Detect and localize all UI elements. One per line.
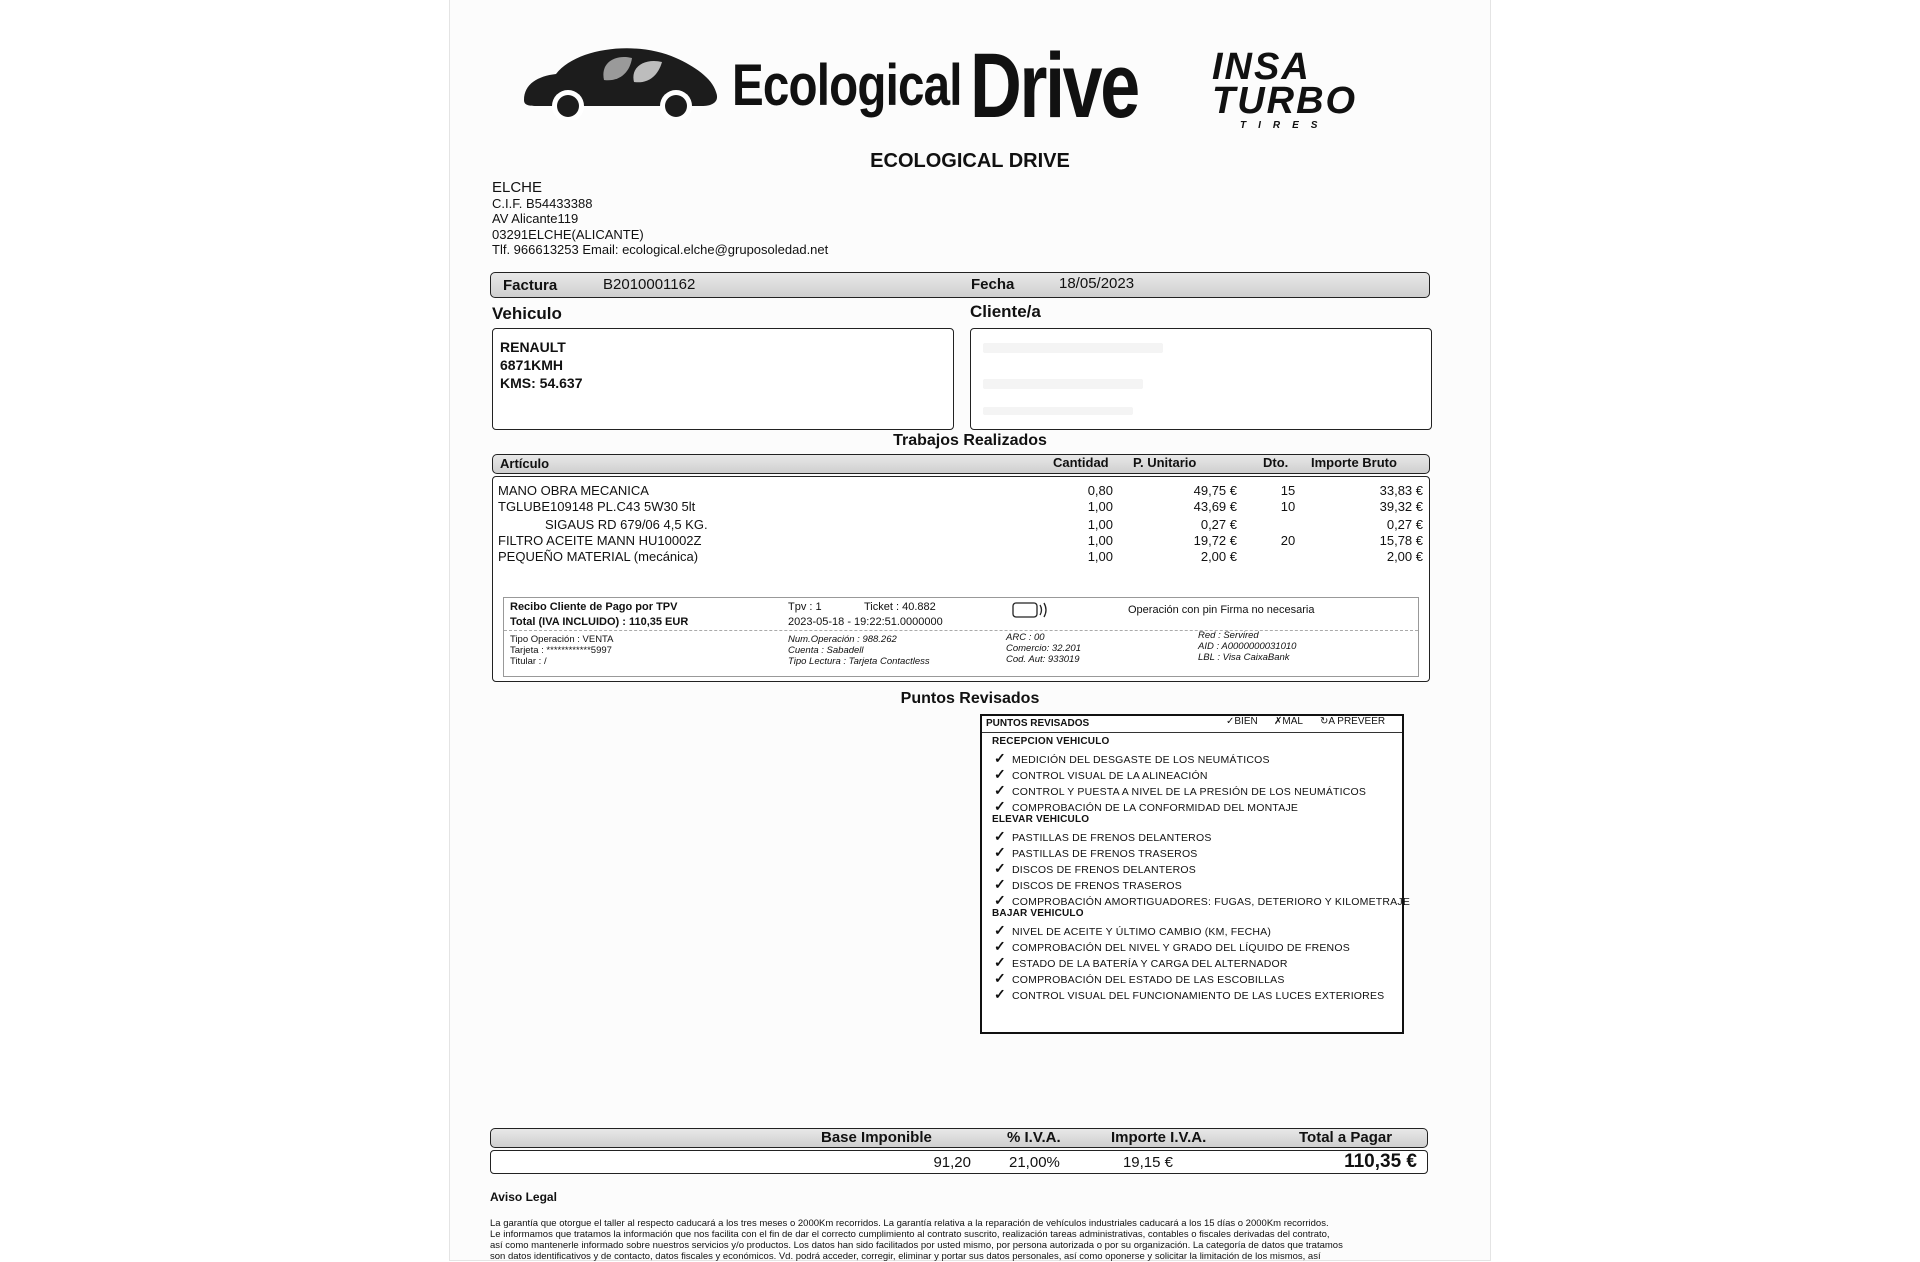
- table-row: [493, 533, 1429, 549]
- item-description: MANO OBRA MECANICA: [498, 483, 649, 498]
- tpv-number: Tpv : 1: [788, 601, 822, 613]
- insa-turbo-logo: INSA TURBO: [1212, 46, 1358, 122]
- tpv-col-3: ARC : 00 Comercio: 32.201 Cod. Aut: 933019: [1006, 632, 1081, 665]
- item-amount: 15,78 €: [1379, 533, 1423, 548]
- puntos-item: [994, 860, 1196, 877]
- company-name: ECOLOGICAL DRIVE: [870, 150, 1070, 172]
- item-amount: 0,27 €: [1386, 517, 1423, 532]
- table-row: [493, 483, 1429, 499]
- tpv-datetime: 2023-05-18 - 19:22:51.0000000: [788, 616, 943, 628]
- check-icon: ✓: [994, 782, 1006, 798]
- check-icon: ✓: [994, 766, 1006, 782]
- contactless-icon: [1012, 600, 1052, 620]
- puntos-group-title: BAJAR VEHICULO: [992, 908, 1084, 919]
- company-postal: 03291ELCHE(ALICANTE): [492, 226, 644, 242]
- puntos-box: [980, 714, 1411, 1034]
- puntos-item: [994, 954, 1288, 971]
- check-icon: ✓: [994, 970, 1006, 986]
- puntos-item: [994, 798, 1298, 815]
- puntos-item-label: NIVEL DE ACEITE Y ÚLTIMO CAMBIO (KM, FECHA): [1012, 926, 1272, 938]
- check-icon: ✓: [994, 938, 1006, 954]
- puntos-item-label: PASTILLAS DE FRENOS TRASEROS: [1012, 848, 1198, 860]
- puntos-item-label: ESTADO DE LA BATERÍA Y CARGA DEL ALTERNADOR: [1012, 958, 1288, 970]
- puntos-item: [994, 782, 1366, 799]
- puntos-item-label: CONTROL Y PUESTA A NIVEL DE LA PRESIÓN DE LOS NEUMÁTICOS: [1012, 786, 1367, 798]
- item-discount: 10: [1280, 499, 1296, 514]
- check-icon: ✓: [994, 986, 1006, 1002]
- puntos-item-label: PASTILLAS DE FRENOS DELANTEROS: [1012, 832, 1212, 844]
- total-value: 110,35 €: [1344, 1151, 1417, 1172]
- item-quantity: 1,00: [1087, 549, 1113, 564]
- check-icon: ✓: [994, 828, 1006, 844]
- puntos-item-label: COMPROBACIÓN DEL ESTADO DE LAS ESCOBILLAS: [1012, 974, 1285, 986]
- puntos-item: [994, 766, 1208, 783]
- puntos-item-label: CONTROL VISUAL DE LA ALINEACIÓN: [1012, 770, 1208, 782]
- check-icon: ✓: [994, 750, 1006, 766]
- tpv-ticket: Ticket : 40.882: [864, 601, 936, 613]
- item-unit-price: 0,27 €: [1200, 517, 1237, 532]
- car-leaf-logo-icon: [516, 40, 726, 120]
- client-redacted-line: [983, 407, 1133, 415]
- base-value: 91,20: [933, 1154, 971, 1171]
- legend-mal: ✗MAL: [1274, 716, 1303, 727]
- puntos-box-header: [982, 716, 1402, 733]
- legal-title: Aviso Legal: [490, 1190, 557, 1204]
- factura-number: B2010001162: [603, 276, 696, 293]
- tpv-col-4: Red : Servired AID : A0000000031010 LBL : Visa CaixaBank: [1198, 630, 1297, 663]
- tpv-receipt: [503, 597, 1419, 677]
- puntos-item: [994, 876, 1182, 893]
- item-discount: 15: [1280, 483, 1296, 498]
- puntos-item: [994, 938, 1350, 955]
- client-box: [970, 328, 1432, 430]
- item-amount: 39,32 €: [1379, 499, 1423, 514]
- col-cantidad: Cantidad: [1053, 455, 1109, 470]
- company-contact: Tlf. 966613253 Email: ecological.elche@gruposoledad.net: [492, 242, 829, 257]
- company-address: [492, 180, 828, 258]
- works-title: Trabajos Realizados: [893, 432, 1047, 449]
- legend-prever: ↻A PREVEER: [1320, 716, 1386, 727]
- item-quantity: 0,80: [1087, 483, 1113, 498]
- puntos-item-label: COMPROBACIÓN AMORTIGUADORES: FUGAS, DETERIORO Y KILOMETRAJE: [1012, 896, 1411, 908]
- puntos-item: [994, 922, 1271, 939]
- brand-drive: Drive: [970, 35, 1138, 137]
- puntos-item: [994, 970, 1285, 987]
- item-description: FILTRO ACEITE MANN HU10002Z: [498, 533, 702, 548]
- check-icon: ✓: [994, 860, 1006, 876]
- iva-label: Importe I.V.A.: [1111, 1129, 1207, 1146]
- puntos-box-title: PUNTOS REVISADOS: [986, 718, 1090, 729]
- puntos-group-title: ELEVAR VEHICULO: [992, 814, 1090, 825]
- cross-icon: ✗: [1274, 716, 1283, 727]
- puntos-item: [994, 986, 1384, 1003]
- puntos-item: [994, 892, 1410, 909]
- item-quantity: 1,00: [1087, 499, 1113, 514]
- totals-box: [490, 1150, 1428, 1174]
- invoice-page: [450, 0, 1490, 1260]
- item-description: TGLUBE109148 PL.C43 5W30 5lt: [498, 499, 696, 514]
- check-icon: ✓: [994, 892, 1006, 908]
- client-redacted-line: [983, 343, 1163, 353]
- item-quantity: 1,00: [1087, 533, 1113, 548]
- item-description: PEQUEÑO MATERIAL (mecánica): [498, 549, 699, 564]
- item-unit-price: 2,00 €: [1200, 549, 1237, 564]
- vehicle-plate: 6871KMH: [500, 357, 564, 373]
- puntos-item-label: COMPROBACIÓN DE LA CONFORMIDAD DEL MONTAJE: [1012, 802, 1299, 814]
- vehicle-kms: KMS: 54.637: [500, 375, 583, 391]
- col-dto: Dto.: [1263, 455, 1289, 470]
- item-unit-price: 43,69 €: [1193, 499, 1237, 514]
- vehicle-box: [492, 328, 954, 430]
- item-unit-price: 49,75 €: [1193, 483, 1237, 498]
- check-icon: ✓: [994, 876, 1006, 892]
- puntos-item-label: DISCOS DE FRENOS DELANTEROS: [1012, 864, 1196, 876]
- base-label: Base Imponible: [821, 1129, 932, 1146]
- legal-text: La garantía que otorgue el taller al respecto caducará a los tres meses o 2000Km recorridos. La garantía relativa a la reparación de vehículos industriales caducará a los 15 días o 2000Km recorridos. Le informamos que tratamos la información que nos facilita con el fin de dar el correcto cumplimiento al contrato suscrito, realización tareas administrativas, contables o fiscales derivadas del contrato, así como mantenerle informado sobre nuestros servicios y/o productos. Los datos han sido facilitados por usted mismo, por persona autorizada o por su organización. La categoría de datos que tratamos son datos identificativos y de contacto, datos fiscales y económicos. Vd. podrá acceder, corregir, eliminar y portar sus datos personales, así como oponerse y solicitar la limitación de los mismos, así: [490, 1218, 1343, 1262]
- company-street: AV Alicante119: [492, 211, 579, 226]
- puntos-item: [994, 844, 1198, 861]
- table-row: [493, 517, 1429, 533]
- tpv-pin-note: Operación con pin Firma no necesaria: [1128, 604, 1315, 616]
- tpv-col-2: Num.Operación : 988.262 Cuenta : Sabadell Tipo Lectura : Tarjeta Contactless: [788, 634, 930, 667]
- company-cif: C.I.F. B54433388: [492, 195, 593, 211]
- item-amount: 33,83 €: [1379, 483, 1423, 498]
- item-quantity: 1,00: [1087, 517, 1113, 532]
- fecha-value: 18/05/2023: [1059, 275, 1135, 292]
- tpv-title: Recibo Cliente de Pago por TPV: [510, 601, 678, 613]
- iva-value: 19,15 €: [1122, 1154, 1173, 1171]
- client-title: Cliente/a: [970, 302, 1041, 321]
- check-icon: ✓: [994, 798, 1006, 814]
- brand-ecological: Ecological: [732, 53, 962, 118]
- factura-label: Factura: [503, 277, 558, 294]
- totals-header-bar: [490, 1128, 1428, 1148]
- company-city: ELCHE: [492, 179, 543, 196]
- works-box: [492, 476, 1430, 682]
- puntos-item: [994, 750, 1270, 767]
- puntos-item-label: CONTROL VISUAL DEL FUNCIONAMIENTO DE LAS LUCES EXTERIORES: [1012, 990, 1385, 1002]
- check-icon: ✓: [994, 954, 1006, 970]
- legend-bien: ✓BIEN: [1226, 716, 1258, 727]
- total-label: Total a Pagar: [1299, 1129, 1393, 1146]
- item-discount: 20: [1280, 533, 1296, 548]
- refresh-icon: ↻: [1320, 716, 1329, 727]
- item-description: SIGAUS RD 679/06 4,5 KG.: [545, 517, 708, 532]
- item-unit-price: 19,72 €: [1193, 533, 1237, 548]
- invoice-header-bar: [490, 272, 1430, 298]
- vehicle-title: Vehiculo: [492, 304, 562, 323]
- tpv-total: Total (IVA INCLUIDO) : 110,35 EUR: [510, 616, 689, 628]
- col-articulo: Artículo: [500, 456, 550, 471]
- puntos-item-label: MEDICIÓN DEL DESGASTE DE LOS NEUMÁTICOS: [1012, 754, 1270, 766]
- puntos-item-label: COMPROBACIÓN DEL NIVEL Y GRADO DEL LÍQUIDO DE FRENOS: [1012, 942, 1350, 954]
- col-importe: Importe Bruto: [1311, 455, 1397, 470]
- puntos-group-title: RECEPCION VEHICULO: [992, 736, 1110, 747]
- check-icon: ✓: [1226, 716, 1235, 727]
- table-row: [493, 549, 1429, 565]
- vehicle-make: RENAULT: [500, 339, 566, 355]
- check-icon: ✓: [994, 844, 1006, 860]
- insa-tires-label: TIRES: [1240, 120, 1330, 131]
- fecha-label: Fecha: [971, 276, 1015, 293]
- puntos-item: [994, 828, 1212, 845]
- iva-pct-value: 21,00%: [1009, 1154, 1060, 1171]
- col-unitario: P. Unitario: [1133, 455, 1197, 470]
- puntos-item-label: DISCOS DE FRENOS TRASEROS: [1012, 880, 1182, 892]
- item-amount: 2,00 €: [1386, 549, 1423, 564]
- check-icon: ✓: [994, 922, 1006, 938]
- works-header-bar: [492, 454, 1430, 474]
- iva-pct-label: % I.V.A.: [1007, 1129, 1061, 1146]
- client-redacted-line: [983, 379, 1143, 389]
- table-row: [493, 499, 1429, 515]
- puntos-title: Puntos Revisados: [900, 690, 1040, 707]
- tpv-col-1: Tipo Operación : VENTA Tarjeta : ************5997 Titular : /: [510, 634, 614, 667]
